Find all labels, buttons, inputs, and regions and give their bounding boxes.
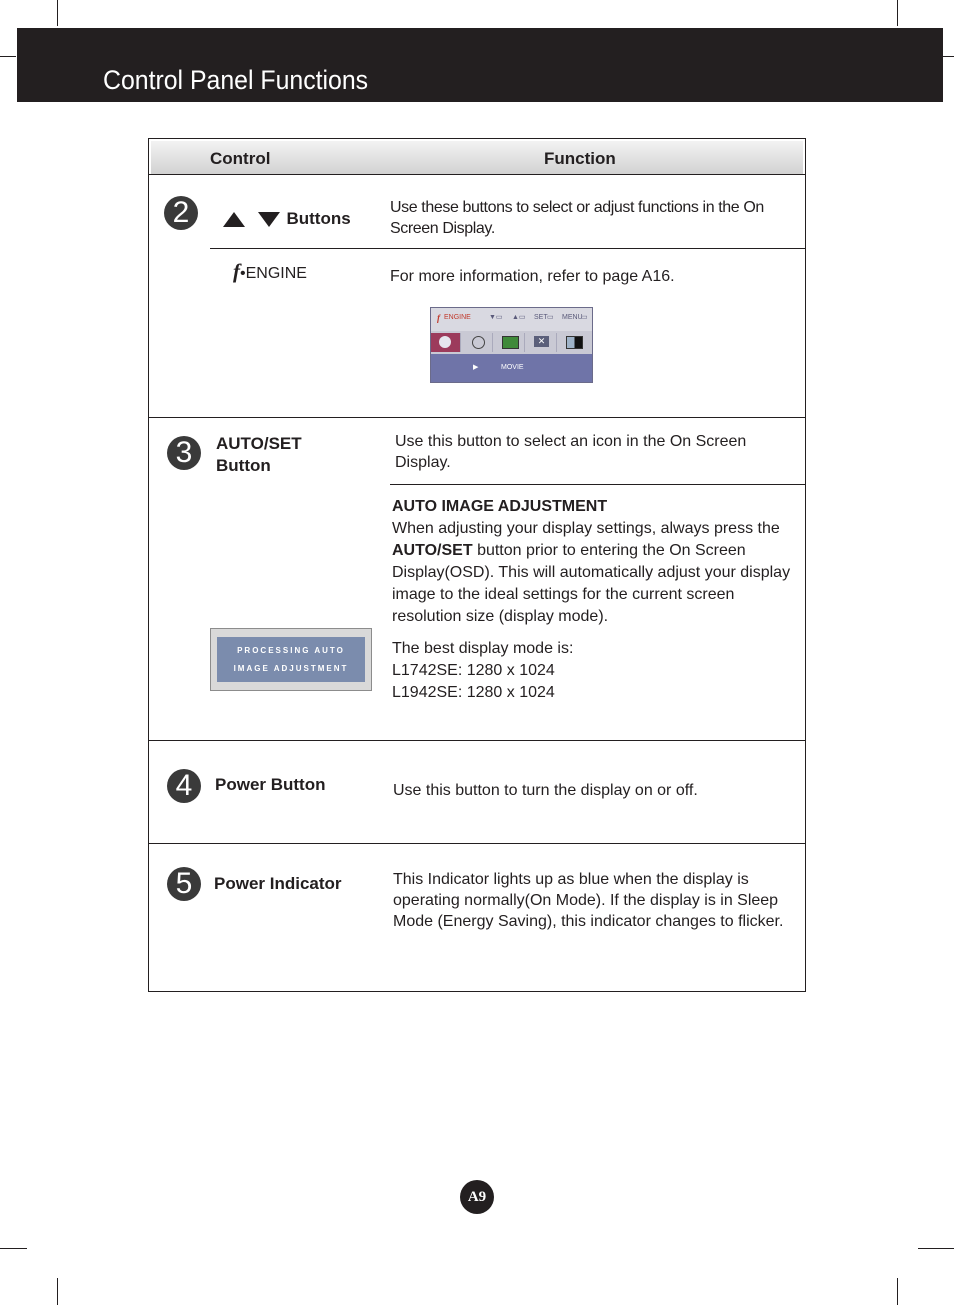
fengine-label: •ENGINE [240, 265, 307, 282]
display-mode-1: L1742SE: 1280 x 1024 [392, 662, 555, 679]
crop-mark [0, 56, 16, 57]
processing-line1: PROCESSING AUTO [237, 646, 345, 655]
autoset-control [216, 433, 302, 477]
triangle-up-icon [223, 212, 245, 227]
step-number-badge: 3 [167, 436, 201, 470]
osd-title: ENGINE [444, 314, 471, 321]
f-engine-logo-icon: f [233, 259, 240, 283]
osd-top-bar [431, 308, 592, 331]
table-header [151, 141, 803, 175]
row-divider [148, 174, 806, 175]
fengine-control [233, 260, 307, 285]
row-divider [210, 248, 806, 249]
auto-image-adjustment-block [392, 496, 792, 628]
buttons-description: Use these buttons to select or adjust functions in the On Screen Display. [390, 199, 764, 237]
crop-mark [918, 1248, 954, 1249]
row-divider [148, 417, 806, 418]
row-divider [148, 843, 806, 844]
column-header-control: Control [210, 149, 271, 168]
auto-image-adjustment-heading: AUTO IMAGE ADJUSTMENT [392, 498, 608, 515]
buttons-control [223, 208, 351, 230]
row-divider [148, 740, 806, 741]
crop-mark [897, 1278, 898, 1305]
crop-mark [897, 0, 898, 26]
fengine-description: For more information, refer to page A16. [390, 268, 675, 285]
osd-movie-icon [431, 333, 461, 352]
display-mode-2: L1942SE: 1280 x 1024 [392, 684, 555, 701]
osd-menu-icon: ▭ [581, 314, 588, 321]
adjust-text-bold: AUTO/SET [392, 542, 473, 559]
step-number-badge: 2 [164, 196, 198, 230]
osd-user-icon [559, 333, 588, 352]
osd-set-label: SET [534, 314, 548, 321]
step-number-badge: 5 [167, 867, 201, 901]
processing-message-box [217, 637, 365, 682]
autoset-label-line1: AUTO/SET [216, 434, 302, 453]
crop-mark [57, 1278, 58, 1305]
processing-osd-image [210, 628, 372, 691]
autoset-description: Use this button to select an icon in the On Screen Display. [395, 433, 747, 471]
best-mode-heading: The best display mode is: [392, 640, 574, 657]
osd-set-icon: ▭ [547, 314, 554, 321]
osd-internet-icon [463, 333, 493, 352]
osd-up-icon: ▲▭ [512, 314, 526, 321]
row-divider [390, 484, 806, 485]
power-button-label: Power Button [215, 775, 326, 794]
auto-image-adjustment-text [392, 518, 792, 628]
power-indicator-label: Power Indicator [214, 874, 342, 893]
best-display-mode-block [392, 638, 792, 704]
fengine-osd-image [430, 307, 593, 383]
step-number-badge: 4 [167, 769, 201, 803]
osd-normal-icon: ✕ [527, 333, 557, 352]
triangle-down-icon [258, 212, 280, 227]
osd-down-icon: ▼▭ [489, 314, 503, 321]
osd-photo-icon [495, 333, 525, 352]
crop-mark [57, 0, 58, 26]
osd-arrow-icon: ▶ [473, 364, 479, 371]
page-title: Control Panel Functions [103, 65, 369, 95]
osd-menu-label: MENU [562, 314, 583, 321]
power-button-description: Use this button to turn the display on or off. [393, 782, 698, 799]
osd-icon-row [431, 331, 592, 354]
autoset-label-line2: Button [216, 456, 271, 475]
osd-mode-label: MOVIE [501, 364, 524, 371]
osd-mode-bar [431, 354, 592, 382]
crop-mark [0, 1248, 27, 1249]
osd-f-logo-icon: f [437, 313, 440, 323]
buttons-label: Buttons [286, 209, 351, 228]
processing-line2: IMAGE ADJUSTMENT [233, 664, 349, 673]
power-indicator-description: This Indicator lights up as blue when the display is operating normally(On Mode). If the display is in Sleep Mode (Energy Saving), this indicator changes to flicker. [393, 871, 784, 930]
adjust-text-part2: button prior to entering the On Screen Display(OSD). This will automatically adjust your display image to the ideal settings for the current screen resolution size (display mode). [392, 542, 791, 625]
page-number-badge: A9 [460, 1180, 494, 1214]
adjust-text-part1: When adjusting your display settings, always press the [392, 520, 780, 537]
column-header-function: Function [544, 149, 616, 168]
